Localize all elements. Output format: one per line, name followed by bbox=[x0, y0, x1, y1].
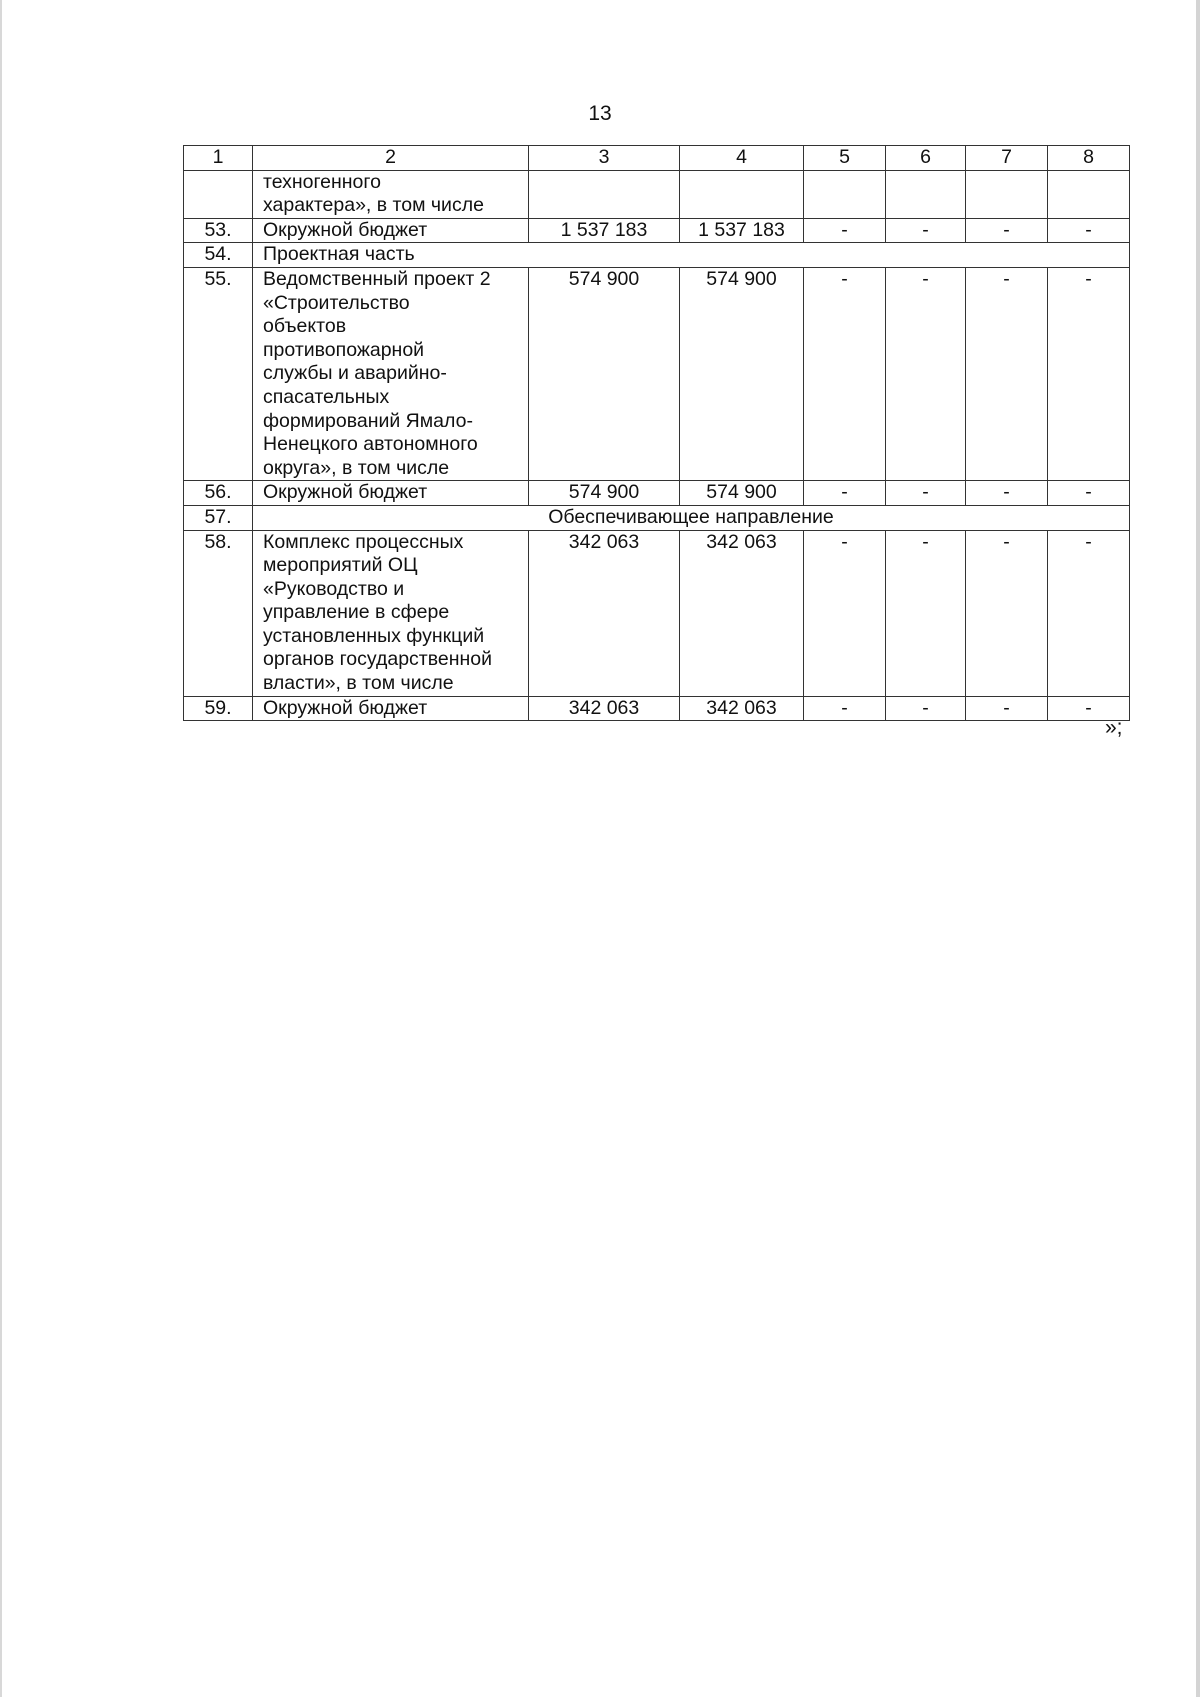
value-cell-col8: - bbox=[1048, 218, 1130, 243]
value-cell-col6: - bbox=[886, 218, 966, 243]
value-cell-col5: - bbox=[804, 481, 886, 506]
row-number-cell: 57. bbox=[184, 505, 253, 530]
row-number-cell bbox=[184, 170, 253, 218]
table-row bbox=[184, 267, 1130, 480]
header-cell: 8 bbox=[1048, 146, 1130, 171]
header-cell: 7 bbox=[966, 146, 1048, 171]
value-cell-col4: 1 537 183 bbox=[680, 218, 804, 243]
value-cell-col5 bbox=[804, 170, 886, 218]
value-cell-col7: - bbox=[966, 481, 1048, 506]
section-row bbox=[184, 505, 1130, 530]
row-number-cell: 54. bbox=[184, 243, 253, 268]
row-number-cell: 59. bbox=[184, 696, 253, 721]
value-cell-col8: - bbox=[1048, 696, 1130, 721]
header-cell: 2 bbox=[253, 146, 529, 171]
row-name-cell: Окружной бюджет bbox=[253, 481, 529, 506]
closing-quote: »; bbox=[1105, 716, 1123, 739]
value-cell-col6: - bbox=[886, 267, 966, 480]
value-cell-col3: 574 900 bbox=[529, 481, 680, 506]
page-edge-right bbox=[1196, 0, 1200, 1697]
value-cell-col5: - bbox=[804, 530, 886, 696]
value-cell-col8: - bbox=[1048, 481, 1130, 506]
value-cell-col8: - bbox=[1048, 530, 1130, 696]
header-cell: 4 bbox=[680, 146, 804, 171]
value-cell-col4 bbox=[680, 170, 804, 218]
value-cell-col7: - bbox=[966, 530, 1048, 696]
budget-table bbox=[183, 145, 1130, 721]
header-cell: 1 bbox=[184, 146, 253, 171]
value-cell-col7: - bbox=[966, 267, 1048, 480]
value-cell-col3: 574 900 bbox=[529, 267, 680, 480]
header-cell: 6 bbox=[886, 146, 966, 171]
value-cell-col3 bbox=[529, 170, 680, 218]
table-row bbox=[184, 218, 1130, 243]
value-cell-col3: 342 063 bbox=[529, 530, 680, 696]
value-cell-col8 bbox=[1048, 170, 1130, 218]
value-cell-col3: 342 063 bbox=[529, 696, 680, 721]
table-row bbox=[184, 696, 1130, 721]
row-number-cell: 58. bbox=[184, 530, 253, 696]
table-row bbox=[184, 170, 1130, 218]
value-cell-col4: 574 900 bbox=[680, 481, 804, 506]
value-cell-col8: - bbox=[1048, 267, 1130, 480]
row-number-cell: 55. bbox=[184, 267, 253, 480]
subsection-title-cell: Проектная часть bbox=[253, 243, 1130, 268]
value-cell-col5: - bbox=[804, 267, 886, 480]
row-name-cell: Окружной бюджет bbox=[253, 218, 529, 243]
value-cell-col6: - bbox=[886, 696, 966, 721]
value-cell-col7 bbox=[966, 170, 1048, 218]
value-cell-col5: - bbox=[804, 696, 886, 721]
table-row bbox=[184, 481, 1130, 506]
value-cell-col4: 342 063 bbox=[680, 530, 804, 696]
value-cell-col4: 574 900 bbox=[680, 267, 804, 480]
row-number-cell: 53. bbox=[184, 218, 253, 243]
value-cell-col6: - bbox=[886, 530, 966, 696]
value-cell-col6: - bbox=[886, 481, 966, 506]
value-cell-col4: 342 063 bbox=[680, 696, 804, 721]
table-row bbox=[184, 530, 1130, 696]
value-cell-col7: - bbox=[966, 696, 1048, 721]
row-name-cell: Окружной бюджет bbox=[253, 696, 529, 721]
header-cell: 5 bbox=[804, 146, 886, 171]
header-cell: 3 bbox=[529, 146, 680, 171]
value-cell-col5: - bbox=[804, 218, 886, 243]
table-header-row bbox=[184, 146, 1130, 171]
value-cell-col6 bbox=[886, 170, 966, 218]
row-number-cell: 56. bbox=[184, 481, 253, 506]
value-cell-col3: 1 537 183 bbox=[529, 218, 680, 243]
section-title-cell: Обеспечивающее направление bbox=[253, 505, 1130, 530]
row-name-cell: Ведомственный проект 2 «Строительство объектов противопожарной службы и аварийно- спасательных формирований Ямало- Ненецкого автономного округа», в том числе bbox=[253, 267, 529, 480]
page-number: 13 bbox=[588, 102, 612, 125]
row-name-cell: техногенного характера», в том числе bbox=[253, 170, 529, 218]
subsection-row bbox=[184, 243, 1130, 268]
value-cell-col7: - bbox=[966, 218, 1048, 243]
page-edge-left bbox=[0, 0, 2, 1697]
row-name-cell: Комплекс процессных мероприятий ОЦ «Руководство и управление в сфере установленных функций органов государственной власти», в том числе bbox=[253, 530, 529, 696]
